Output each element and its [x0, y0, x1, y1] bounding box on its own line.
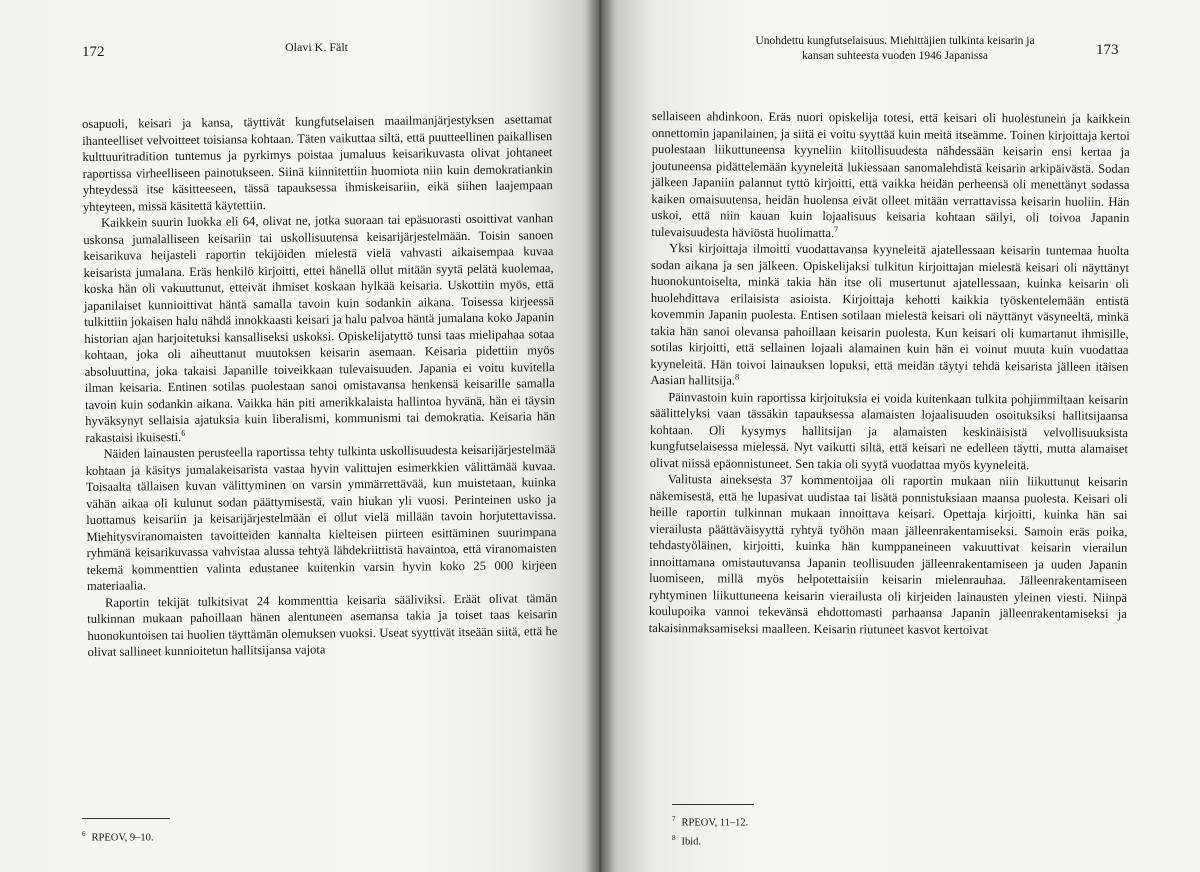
left-running-head: Olavi K. Fält	[285, 40, 348, 54]
paragraph: Yksi kirjoittaja ilmoitti vuodattavansa kyyneleitä ajatellessaan keisarin tuntemaa huolta sodan aikana ja sen jälkeen. Opiskelijaksi tulkitun kirjoittajan mielestä keisari oli näyttänyt huonokuntoiselta, minkä takia hän itse oli musertunut ajatellessaan, kuinka keisarin oli huolehdittava erilaisista asioista. Kirjoittaja kehotti kaikkia työskentelemään entistä kovemmin Japanin puolesta. Entisen sotilaan mielestä keisari oli näyttänyt väsyneeltä, minkä takia hän sanoi olevansa pahoillaan keisarin puolesta. Kun keisari oli kumartanut ihmisille, sotilas kirjoitti, että sellainen lojaali alamainen kuin hän ei voinut muuta kuin vuodattaa kyyneleitä. Hän toivoi lainauksen lopuksi, että meidän täytyi tehdä keisarista jälleen itäisen Aasian hallitsija.$^8$	[650, 241, 1130, 388]
paragraph: Valitusta aineksesta 37 kommentoijaa oli raportin mukaan niin liikuttunut keisarin näkemisestä, että he lupasivat uudistaa tai lisätä ponnistuksiaan maansa puolesta. Keisari oli heille raportin tulkinnan mukaan innoittava keisari. Opettaja kirjoitti, kuinka hän sai vierailusta päättäväisyyttä ryhtyä työhön maan jälleenrakentamiseksi. Samoin eräs poika, tehdastyöläinen, kirjoitti, kuinka hän kumppaneineen vakuuttivat keisarin vierailun innoittamana omistautuvansa Japanin teollisuuden jälleenrakentamiseen ja uuden Japanin luomiseen, millä myös helpotettaisiin keisarin mielenrauhaa. Jälleenrakentamiseen ryhtyminen liikuttuneena keisarin vierailusta oli kirjeiden lainausten yleinen viesti. Niinpä koulupoika vannoi tekevänsä ehdottomasti parhaansa Japanin jälleenrakentamiseksi ja takaisinmaksamiseksi maalleen. Keisarin riutuneet kasvot kertoivat	[648, 472, 1128, 637]
footnote-ref: 7	[834, 224, 839, 234]
footnote-divider	[672, 804, 754, 805]
footnote-ref: 6	[181, 428, 186, 438]
paragraph: Näiden lainausten perusteella raportissa tehty tulkinta uskollisuudesta keisarijärjestelmää kohtaan ja käsitys jumalakeisarista vastaa hyvin valittujen esimerkkien välittämää kuvaa. Toisaalta tällaisen kuvan välittyminen on varsin ymmärrettävää, kun muistetaan, kuinka vähän aikaa oli kulunut sodan päättymisestä, vain hiukan yli vuosi. Perinteinen usko ja luottamus keisariin ja keisarijärjestelmään ei ollut vielä millään tavoin horjutettavissa. Miehitysviranomaisten tavoitteiden kannalta kielteisen piirteen esittäminen suurimpana ryhmänä keisarikuvassa vahvistaa alussa tehtyä lähdekriittistä havaintoa, että viranomaisten tekemä kommenttien valinta edustanee kuitenkin varsin hyvin koko 25 000 kirjeen materiaalia.	[85, 442, 557, 593]
right-footnotes	[672, 812, 748, 849]
paragraph: Kaikkein suurin luokka eli 64, olivat ne, jotka suoraan tai epäsuorasti osoittivat vanhan uskonsa jumalalliseen keisariin tai uskollisuutensa keisarijärjestelmään. Toisin sanoen keisarikuva heijasteli raportin tekijöiden mielestä vielä vahvasti aikaisempaa kuvaa keisarista jumalana. Eräs henkilö kirjoitti, ettei hänellä ollut mitään syytä pelätä kuolemaa, koska hän oli vakuuttunut, etteivät ihmiset koskaan hylkää keisaria. Uskottiin myös, että japanilaiset kunnioittivat häntä samalla tavoin kuin sodankin aikana. Toisessa kirjeessä tulkittiin jokaisen halu nähdä innokkaasti keisari ja halu palvoa häntä jumalana koko Japanin historian ajan harjoitetuksi kansalliseksi uskoksi. Opiskelijatyttö tunsi taas mielipahaa sotaa kohtaan, joka oli aiheuttanut muutoksen keisarin asemaan. Keisaria pidettiin myös absoluuttina, joka takaisi Japanille toiveikkaan tulevaisuuden. Japania ei voitu kuvitella ilman keisaria. Entinen sotilas puolestaan sanoi omistavansa henkensä keisarille samalla tavoin kuin sodankin aikana. Vaikka hän piti amerikkalaista hallintoa hyvänä, hän ei täysin hyväksynyt sellaisia ajatuksia kuin liberalismi, kommunismi tai demokratia. Keisaria hän rakastaisi ikuisesti.$^6$	[83, 211, 556, 445]
footnote-divider	[82, 818, 170, 819]
left-body-text	[82, 111, 558, 660]
left-page-number: 172	[82, 44, 105, 60]
left-footnotes	[82, 830, 153, 844]
right-page	[600, 0, 1200, 872]
right-page-number: 173	[1096, 42, 1119, 58]
footnote: $^6$ RPEOV, 9–10.	[82, 830, 154, 844]
right-body-text	[649, 108, 1130, 639]
footnote-ref: 8	[734, 372, 740, 382]
paragraph: sellaiseen ahdinkoon. Eräs nuori opiskelija totesi, että keisari oli huolestunein ja kaikkein onnettomin japanilainen, ja siitä ei voitu syyttää kuin meitä itseämme. Toinen kirjoittaja kertoi puolestaan liikuttuneensa kyyneliin kiitollisuudesta nähdessään keisarin ensi kertaa ja joutuneensa pidättelemään kyyneleitä lukiessaan sanomalehdistä keisarin arkipäivästä. Sodan jälkeen Japaniin palannut tyttö kirjoitti, että vaikka heidän perheensä oli menettänyt sodassa kaiken omaisuutensa, heidän huolensa eivät olleet mitään verrattavissa keisarin huoliin. Hän uskoi, että niin kauan kuin lojaalisuus keisaria kohtaan säilyi, oli toivoa Japanin tulevaisuudesta häviöstä huolimatta.$^7$	[651, 108, 1130, 240]
footnote: $^8$ Ibid.	[672, 833, 702, 847]
paragraph: Raportin tekijät tulkitsivat 24 kommenttia keisaria sääliviksi. Eräät olivat tämän tulkinnan mukaan pahoillaan hänen alentuneen asemansa takia ja toiset taas keisarin huonokuntoisen tai huolien täyttämän olemuksen vuoksi. Useat syyttivät itseään siitä, että he olivat sallineet kunnioitetun hallitsijansa vajota	[87, 590, 558, 659]
right-running-head: Unohdettu kungfutselaisuus. Miehittäjien tulkinta keisarin ja kansan suhteesta vuoden 1946 Japanissa	[755, 35, 1035, 62]
footnote: $^7$ RPEOV, 11–12.	[672, 815, 749, 829]
paragraph: Päinvastoin kuin raportissa kirjoituksia ei voida kuitenkaan tulkita pohjimmiltaan keisarin säälittelyksi vaan tässäkin tapauksessa alamaisten lojaalisuuden osoituksiksi hallitsijaansa kohtaan. Oli kysymys hallitsijan ja alamaisten keskinäisistä velvollisuuksista kungfutselaisessa mielessä. Nyt vaikutti siltä, että keisari ne edelleen täytti, mutta alamaiset olivat niissä epäonnistuneet. Sen takia oli syytä vuodattaa myös kyyneleitä.	[649, 389, 1129, 472]
paragraph: osapuoli, keisari ja kansa, täyttivät kungfutselaisen maailmanjärjestyksen asettamat ihanteelliset velvoitteet toisiansa kohtaan. Täten vaikuttaa siltä, että puutteellinen paikallisen kulttuuritradition tuntemus ja pyrkimys poistaa jumaluus keisarikuvasta olivat johtaneet raportissa virheelliseen painotukseen. Siinä kiinnitettiin huomiota niin kuin demokratiankin yhteydessä itse käsitteeseen, tässä tapauksessa ihmiskeisariin, eikä siihen laajempaan yhteyteen, missä käsitettä käytettiin.	[82, 112, 553, 214]
